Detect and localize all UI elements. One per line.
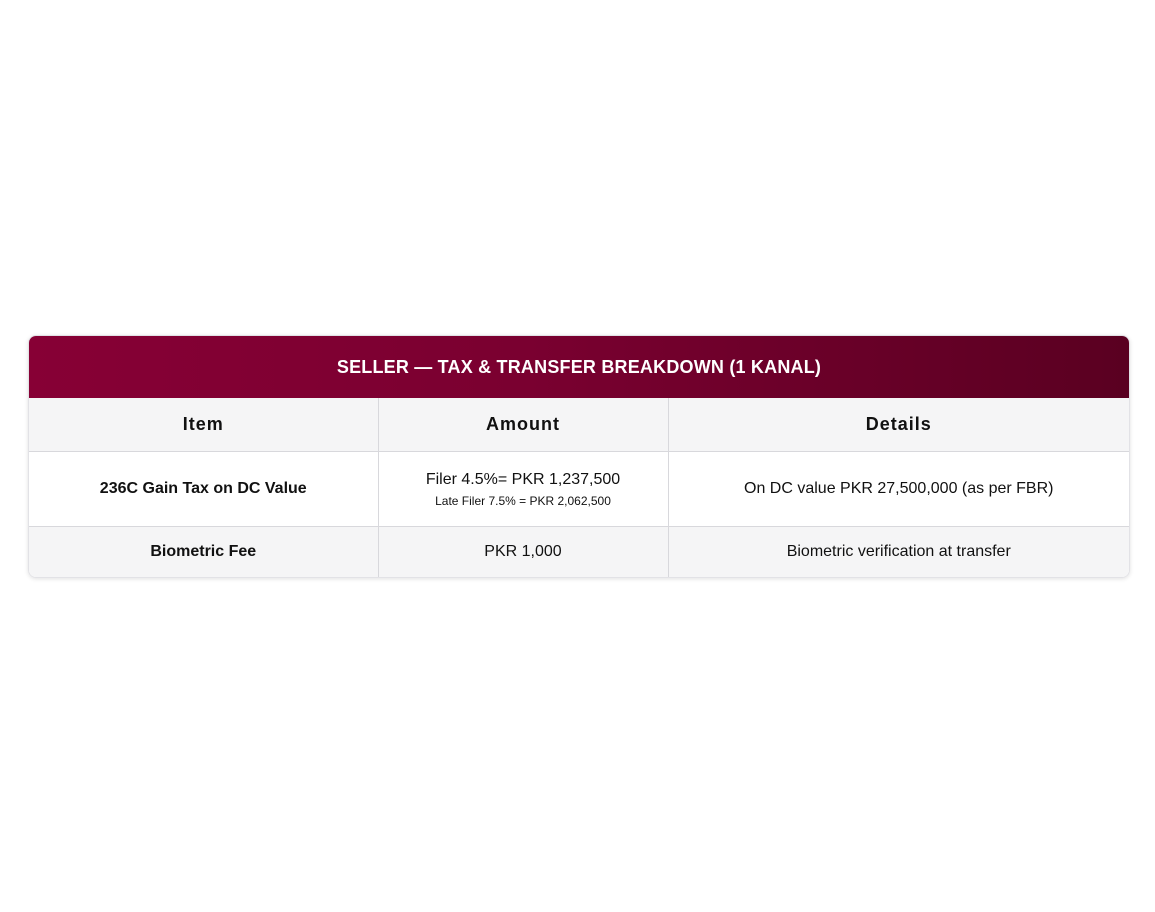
column-header-item: Item [29,398,378,452]
breakdown-table [29,398,1129,577]
cell-details: On DC value PKR 27,500,000 (as per FBR) [668,452,1129,527]
cell-item: Biometric Fee [29,527,378,578]
table-title: SELLER — TAX & TRANSFER BREAKDOWN (1 KANAL) [29,336,1129,398]
column-header-amount: Amount [378,398,668,452]
table-row [29,527,1129,578]
tax-breakdown-card [28,335,1130,578]
column-header-details: Details [668,398,1129,452]
cell-amount [378,452,668,527]
cell-item: 236C Gain Tax on DC Value [29,452,378,527]
table-row [29,452,1129,527]
header-row [29,398,1129,452]
cell-amount: PKR 1,000 [378,527,668,578]
cell-details: Biometric verification at transfer [668,527,1129,578]
amount-filer: Filer 4.5%= PKR 1,237,500 [425,470,621,488]
amount-late-filer: Late Filer 7.5% = PKR 2,062,500 [435,493,611,508]
